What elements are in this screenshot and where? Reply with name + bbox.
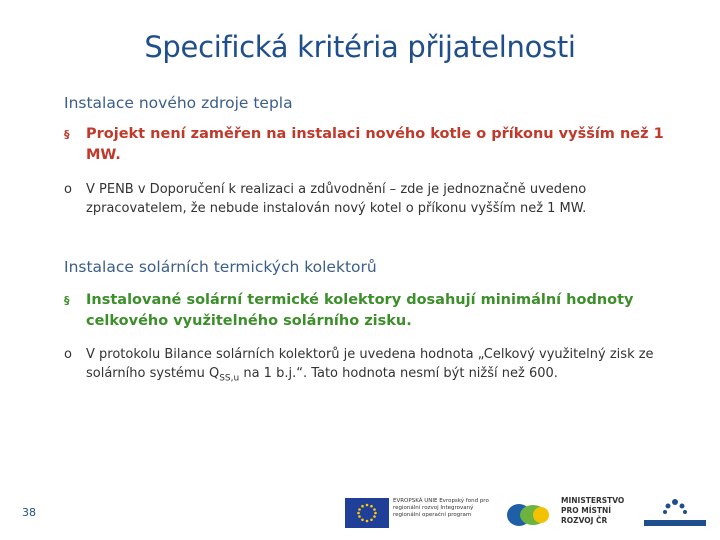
sub-marker: o [64, 347, 72, 362]
mmr-logo-text: MINISTERSTVO PRO MÍSTNÍ ROZVOJ ČR [561, 496, 625, 525]
eu-logo-text: EVROPSKÁ UNIE Evropský fond pro regionální rozvoj Integrovaný regionální operační program [393, 498, 489, 518]
sub-bullet-penb [64, 180, 686, 218]
bullet-marker: § [64, 128, 70, 141]
bullet-marker: § [64, 294, 70, 307]
criterion-bullet-solar [64, 290, 686, 332]
eu-flag-icon [345, 498, 389, 528]
sub-text: V PENB v Doporučení k realizaci a zdůvodnění – zde je jednoznačně uvedeno zpracovatelem, že nebude instalován nový kotel o příkonu vyšším než 1 MW. [86, 182, 587, 216]
sub-text-post: na 1 b.j.“. Tato hodnota nesmí být nižší než 600. [239, 366, 558, 381]
criterion-text: Projekt není zaměřen na instalaci nového kotle o příkonu vyšším než 1 MW. [86, 126, 664, 163]
sub-marker: o [64, 182, 72, 197]
crr-logo-icon [640, 496, 710, 530]
sub-text-pre: V protokolu Bilance solárních kolektorů je uvedena hodnota „Celkový využitelný zisk ze solárního systému Q [86, 347, 654, 381]
section-heading-heat-source: Instalace nového zdroje tepla [64, 94, 293, 112]
criterion-bullet-boiler [64, 124, 686, 166]
page-number: 38 [22, 506, 36, 519]
criterion-text: Instalované solární termické kolektory dosahují minimální hodnoty celkového využitelného solárního zisku. [86, 292, 634, 329]
section-heading-solar: Instalace solárních termických kolektorů [64, 258, 377, 276]
sub-text-subscript: SS,u [219, 373, 240, 384]
slide-title: Specifická kritéria přijatelnosti [144, 30, 576, 64]
sub-bullet-protocol [64, 345, 686, 389]
irop-logo-icon [505, 502, 551, 528]
